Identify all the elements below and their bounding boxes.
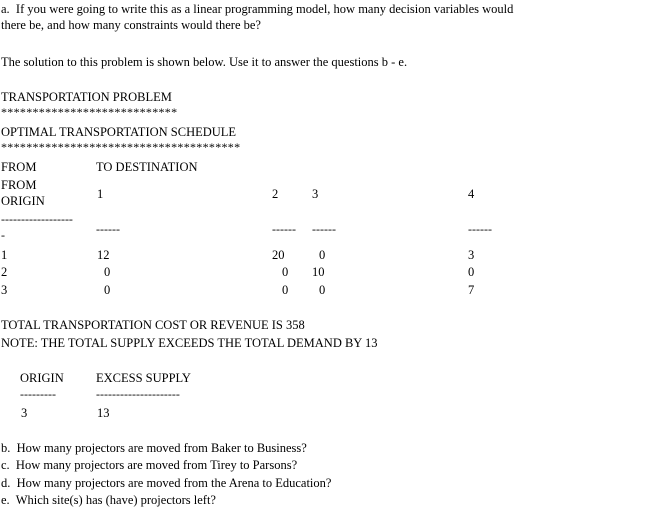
excess-separator-origin: ---------	[20, 387, 56, 401]
row-2-dest-4: 0	[468, 265, 475, 279]
excess-value: 13	[97, 406, 110, 420]
separator-dest-3: ------	[312, 222, 336, 236]
question-a-line2: there be, and how many constraints would there be?	[1, 18, 261, 32]
destination-1: 1	[97, 187, 104, 201]
from-label: FROM	[1, 178, 37, 192]
row-1-origin: 1	[1, 248, 8, 262]
separator-origin-tail: -	[1, 228, 5, 242]
origin-label: ORIGIN	[1, 194, 45, 208]
destination-2: 2	[272, 187, 279, 201]
supply-note: NOTE: THE TOTAL SUPPLY EXCEEDS THE TOTAL DEMAND BY 13	[1, 336, 378, 350]
excess-separator-supply: ---------------------	[96, 387, 180, 401]
row-3-dest-2: 0	[282, 283, 289, 297]
separator-dest-2: ------	[272, 222, 296, 236]
separator-origin: ------------------	[1, 212, 73, 226]
excess-header-origin: ORIGIN	[20, 371, 64, 385]
total-cost: TOTAL TRANSPORTATION COST OR REVENUE IS 358	[1, 318, 305, 332]
output-subtitle: OPTIMAL TRANSPORTATION SCHEDULE	[1, 125, 237, 139]
row-1-dest-3: 0	[319, 248, 326, 262]
row-1-dest-1: 12	[97, 248, 110, 262]
excess-header-supply: EXCESS SUPPLY	[96, 371, 191, 385]
stars-line-1: ****************************	[1, 105, 178, 119]
row-3-origin: 3	[1, 283, 8, 297]
row-3-dest-1: 0	[104, 283, 111, 297]
stars-line-2: **************************************	[1, 140, 241, 154]
question-d: d. How many projectors are moved from the Arena to Education?	[1, 476, 332, 490]
destination-4: 4	[468, 187, 475, 201]
row-2-dest-1: 0	[104, 265, 111, 279]
question-b: b. How many projectors are moved from Baker to Business?	[1, 441, 307, 455]
question-a-line1: a. If you were going to write this as a linear programming model, how many decision variables would	[1, 2, 514, 16]
intro-text: The solution to this problem is shown below. Use it to answer the questions b - e.	[1, 55, 408, 69]
header-from: FROM	[1, 160, 37, 174]
destination-3: 3	[312, 187, 319, 201]
question-e: e. Which site(s) has (have) projectors left?	[1, 493, 216, 507]
row-1-dest-2: 20	[272, 248, 285, 262]
question-c: c. How many projectors are moved from Tirey to Parsons?	[1, 458, 298, 472]
row-1-dest-4: 3	[468, 248, 475, 262]
separator-dest-1: ------	[96, 222, 120, 236]
row-2-dest-3: 10	[312, 265, 325, 279]
row-2-origin: 2	[1, 265, 8, 279]
separator-dest-4: ------	[468, 222, 492, 236]
row-3-dest-4: 7	[468, 283, 475, 297]
row-3-dest-3: 0	[319, 283, 326, 297]
excess-origin: 3	[21, 406, 28, 420]
header-to-destination: TO DESTINATION	[96, 160, 198, 174]
output-title: TRANSPORTATION PROBLEM	[1, 90, 172, 104]
row-2-dest-2: 0	[282, 265, 289, 279]
